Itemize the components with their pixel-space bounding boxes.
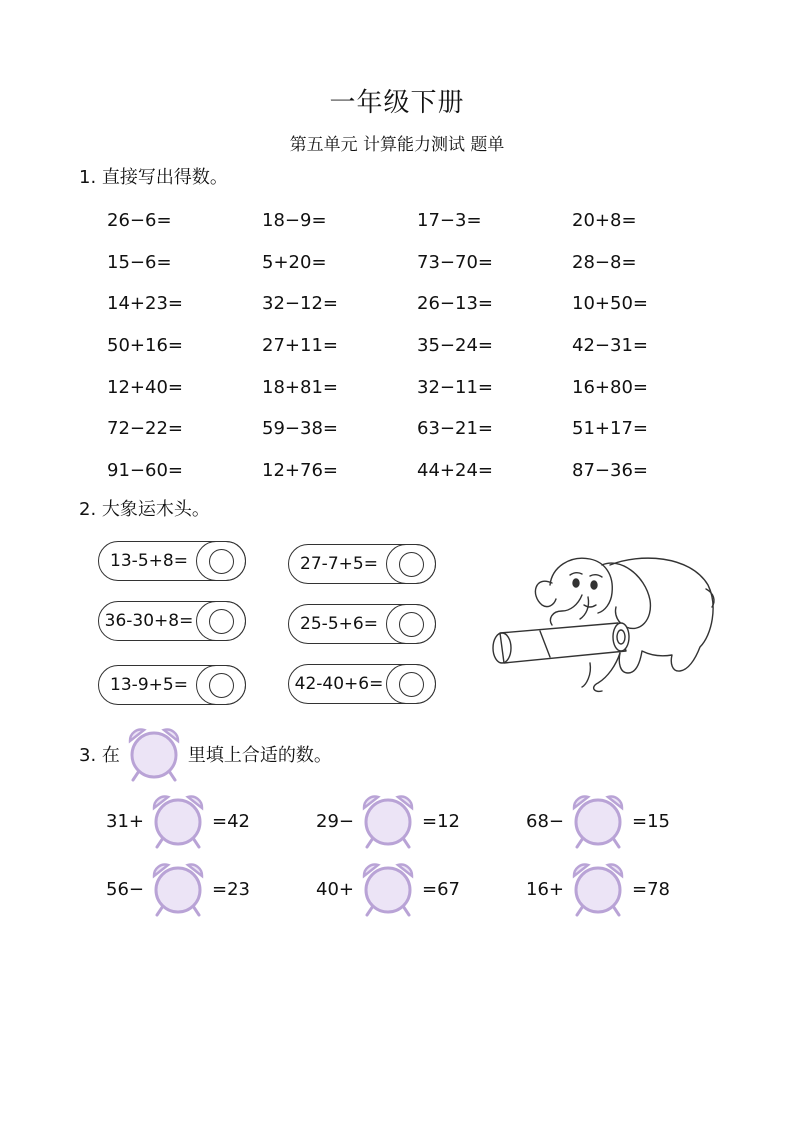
section-2-heading: 2. 大象运木头。 — [79, 499, 210, 520]
problem-cell: 5+20= — [262, 251, 327, 273]
alarm-clock-icon[interactable] — [566, 861, 630, 917]
problem-cell: 27+11= — [262, 335, 338, 357]
problem-left: 40+ — [316, 878, 354, 900]
alarm-clock-icon[interactable] — [146, 861, 210, 917]
problem-cell: 87−36= — [572, 459, 648, 481]
grid-row — [107, 366, 727, 408]
grid-row — [107, 408, 727, 450]
fill-blank-problem — [316, 861, 460, 917]
log-expression: 42-40+6= — [294, 673, 384, 694]
page-title: 一年级下册 — [329, 88, 465, 118]
problem-cell: 91−60= — [107, 459, 183, 481]
problem-cell: 51+17= — [572, 418, 648, 440]
problem-cell: 26−13= — [417, 293, 493, 315]
problem-right: =12 — [422, 810, 460, 832]
heading-prefix: 3. 在 — [79, 745, 120, 766]
problem-cell: 32−12= — [262, 293, 338, 315]
problem-left: 31+ — [106, 810, 144, 832]
problem-cell: 50+16= — [107, 335, 183, 357]
problem-cell: 17−3= — [417, 210, 482, 232]
answer-circle[interactable] — [386, 544, 436, 584]
log-expression: 27-7+5= — [300, 553, 378, 574]
problem-cell: 18+81= — [262, 376, 338, 398]
fill-blank-problem — [526, 861, 670, 917]
alarm-clock-icon[interactable] — [146, 793, 210, 849]
log-problem — [98, 541, 246, 581]
problem-cell: 44+24= — [417, 459, 493, 481]
log-expression: 13-9+5= — [110, 674, 188, 695]
problem-cell: 12+76= — [262, 459, 338, 481]
problem-cell: 16+80= — [572, 376, 648, 398]
problem-cell: 32−11= — [417, 376, 493, 398]
section-3-heading — [79, 726, 332, 782]
fill-blank-problem — [106, 793, 250, 849]
log-expression: 36-30+8= — [104, 610, 194, 631]
problem-cell: 28−8= — [572, 251, 637, 273]
section-1-heading: 1. 直接写出得数。 — [79, 167, 228, 188]
problem-right: =15 — [632, 810, 670, 832]
alarm-clock-icon[interactable] — [566, 793, 630, 849]
answer-circle[interactable] — [196, 541, 246, 581]
fill-blank-problem — [106, 861, 250, 917]
log-problem — [288, 664, 436, 704]
log-problem — [288, 604, 436, 644]
page-subtitle: 第五单元 计算能力测试 题单 — [289, 135, 505, 155]
alarm-clock-icon — [122, 726, 186, 782]
grid-row — [107, 325, 727, 367]
problem-right: =78 — [632, 878, 670, 900]
problem-cell: 12+40= — [107, 376, 183, 398]
problem-cell: 59−38= — [262, 418, 338, 440]
problem-cell: 18−9= — [262, 210, 327, 232]
heading-suffix: 里填上合适的数。 — [187, 745, 332, 766]
answer-circle[interactable] — [386, 664, 436, 704]
problem-cell: 15−6= — [107, 251, 172, 273]
problem-cell: 73−70= — [417, 251, 493, 273]
elephant-illustration — [490, 545, 720, 695]
log-expression: 25-5+6= — [300, 613, 378, 634]
problem-left: 29− — [316, 810, 354, 832]
fill-blank-problem — [526, 793, 670, 849]
answer-circle[interactable] — [386, 604, 436, 644]
grid-row — [107, 200, 727, 242]
problem-right: =42 — [212, 810, 250, 832]
problem-left: 68− — [526, 810, 564, 832]
answer-circle[interactable] — [196, 601, 246, 641]
problem-left: 56− — [106, 878, 144, 900]
fill-blank-problem — [316, 793, 460, 849]
problem-cell: 35−24= — [417, 335, 493, 357]
problem-cell: 63−21= — [417, 418, 493, 440]
problem-cell: 42−31= — [572, 335, 648, 357]
problem-cell: 26−6= — [107, 210, 172, 232]
grid-row — [107, 242, 727, 284]
answer-circle[interactable] — [196, 665, 246, 705]
problem-right: =23 — [212, 878, 250, 900]
log-problem — [98, 665, 246, 705]
log-expression: 13-5+8= — [110, 550, 188, 571]
arithmetic-grid — [107, 200, 727, 491]
problem-left: 16+ — [526, 878, 564, 900]
problem-cell: 10+50= — [572, 293, 648, 315]
alarm-clock-icon[interactable] — [356, 861, 420, 917]
problem-cell: 14+23= — [107, 293, 183, 315]
alarm-clock-icon[interactable] — [356, 793, 420, 849]
problem-right: =67 — [422, 878, 460, 900]
log-problem — [98, 601, 246, 641]
log-problem — [288, 544, 436, 584]
grid-row — [107, 283, 727, 325]
grid-row — [107, 450, 727, 492]
problem-cell: 72−22= — [107, 418, 183, 440]
problem-cell: 20+8= — [572, 210, 637, 232]
